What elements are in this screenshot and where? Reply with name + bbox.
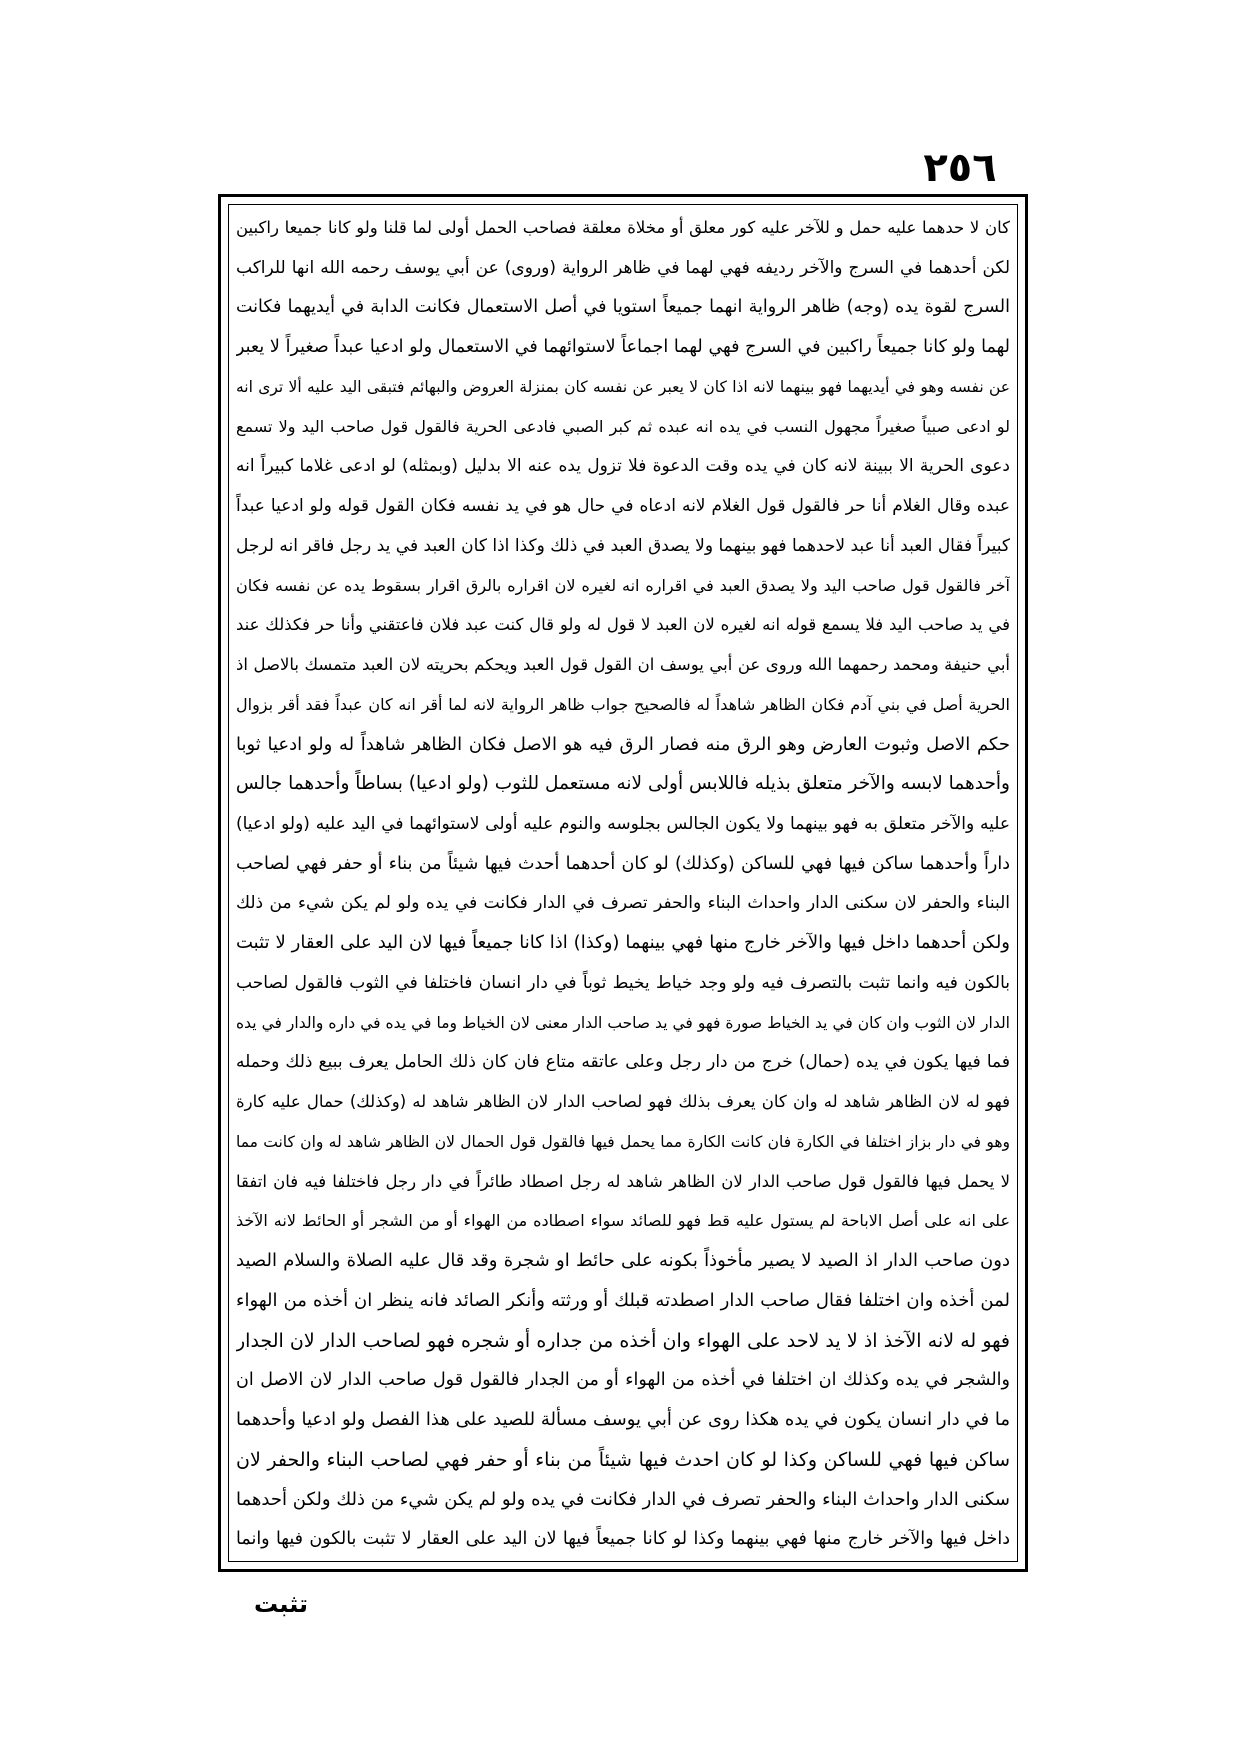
text-line: فهو له لان الظاهر شاهد له وان كان يعرف بذلك فهو لصاحب الدار لان الظاهر شاهد له (وكذلك) حمال عليه كارة xyxy=(236,1092,1010,1112)
text-line: في يد صاحب اليد فلا يسمع قوله انه لغيره لان العبد لا قول له ولو قال كنت عبد فلان فاعتقني وأنا حر فكذلك عند xyxy=(236,615,1010,635)
text-line: الدار لان الثوب وان كان في يد الخياط صورة فهو في يد صاحب الدار معنى لان الخياط وما في يده في داره والدار في يده xyxy=(236,1013,1010,1032)
text-line: الحرية أصل في بني آدم فكان الظاهر شاهداً له فالصحيح جواب ظاهر الرواية لانه لما أقر انه كان عبداً فقد أقر بزوال xyxy=(236,694,1010,714)
text-line: وأحدهما لابسه والآخر متعلق بذيله فاللابس أولى لانه مستعمل للثوب (ولو ادعيا) بساطاً وأحدهما جالس xyxy=(236,773,1010,795)
text-line: سكنى الدار واحداث البناء والحفر تصرف في الدار فكانت في يده ولو لم يكن شيء من ذلك ولكن أحدهما xyxy=(236,1488,1010,1510)
text-line: لو ادعى صبياً صغيراً مجهول النسب في يده انه عبده ثم كبر الصبي فادعى الحرية فالقول قول صاحب اليد ولا تسمع xyxy=(236,416,1010,436)
text-line: أبي حنيفة ومحمد رحمهما الله وروى عن أبي يوسف ان القول قول العبد ويحكم بحريته لان العبد متمسك بالاصل اذ xyxy=(236,655,1010,675)
text-line: دعوى الحرية الا ببينة لانه كان في يده وقت الدعوة فلا تزول يده عنه الا بدليل (وبمثله) لو ادعى غلاما كبيراً انه xyxy=(236,456,1010,477)
text-line: فهو له لانه الآخذ اذ لا يد لاحد على الهواء وان أخذه من جداره أو شجره فهو لصاحب الدار لان الجدار xyxy=(236,1329,1010,1352)
text-line: السرج لقوة يده (وجه) ظاهر الرواية انهما جميعاً استويا في أصل الاستعمال فكانت الدابة في أيديهما فكانت xyxy=(236,297,1010,318)
text-line: على انه على أصل الاباحة لم يستول عليه قط فهو للصائد سواء اصطاده من الهواء أو من الشجر أو الحائط لانه الآخذ xyxy=(236,1211,1010,1231)
text-line: عليه والآخر متعلق به فهو بينهما ولا يكون الجالس بجلوسه والنوم عليه أولى لاستوائهما في اليد عليه (ولو ادعيا) xyxy=(236,814,1010,835)
text-line: داخل فيها والآخر خارج منها فهي بينهما وكذا لو كانا جميعاً فيها لان اليد على العقار لا تثبت بالكون فيها وانما xyxy=(236,1529,1010,1550)
text-line: دون صاحب الدار اذ الصيد لا يصير مأخوذاً بكونه على حائط او شجرة وقد قال عليه الصلاة والسلام الصيد xyxy=(236,1250,1010,1272)
text-line: بالكون فيه وانما تثبت بالتصرف فيه ولو وجد خياط يخيط ثوباً في دار انسان فاختلفا في الثوب فالقول لصاحب xyxy=(236,972,1010,993)
text-line: آخر فالقول قول صاحب اليد ولا يصدق العبد في اقراره انه لغيره لان اقراره بالرق اقرار بسقوط يده عن نفسه فكان xyxy=(236,575,1010,595)
text-line: كان لا حدهما عليه حمل و للآخر عليه كور معلق أو مخلاة معلقة فصاحب الحمل أولى لما قلنا ولو كانا جميعا راكبين xyxy=(236,218,1010,237)
text-line: ما في دار انسان يكون في يده هكذا روى عن أبي يوسف مسألة للصيد على هذا الفصل ولو ادعيا وأحدهما xyxy=(236,1409,1010,1431)
text-line: البناء والحفر لان سكنى الدار واحداث البناء والحفر تصرف في الدار فكانت في يده ولو لم يكن شيء من ذلك xyxy=(236,893,1010,914)
text-line: لا يحمل فيها فالقول قول صاحب الدار لان الظاهر شاهد له رجل اصطاد طائراً في دار رجل فاختلفا فيه فان اتفقا xyxy=(236,1171,1010,1191)
text-line: عبده وقال الغلام أنا حر فالقول قول الغلام لانه ادعاه في حال هو في يد نفسه فكان القول قوله ولو ادعيا عبداً xyxy=(236,496,1010,517)
text-line: لهما ولو كانا جميعاً راكبين في السرج فهي لهما اجماعاً لاستوائهما في الاستعمال ولو ادعيا عبداً صغيراً لا يعبر xyxy=(236,337,1010,358)
text-line: كبيراً فقال العبد أنا عبد لاحدهما فهو بينهما ولا يصدق العبد في ذلك وكذا اذا كان العبد في يد رجل فاقر انه لرجل xyxy=(236,535,1010,556)
text-line: ولكن أحدهما داخل فيها والآخر خارج منها فهي بينهما (وكذا) اذا كانا جميعاً فيها لان اليد على العقار لا تثبت xyxy=(236,932,1010,954)
text-line: والشجر في يده وكذلك ان اختلفا في أخذه من الهواء أو من الجدار فالقول قول صاحب الدار لان الاصل ان xyxy=(236,1370,1010,1391)
catchword: تثبت xyxy=(253,1590,308,1618)
text-line: ساكن فيها فهي للساكن وكذا لو كان احدث فيها شيئاً من بناء أو حفر فهي لصاحب البناء والحفر لان xyxy=(236,1448,1010,1471)
text-line: لكن أحدهما في السرج والآخر رديفه فهي لهما في ظاهر الرواية (وروى) عن أبي يوسف رحمه الله انها للراكب xyxy=(236,257,1010,278)
text-line: حكم الاصل وثبوت العارض وهو الرق منه فصار الرق فيه هو الاصل فكان الظاهر شاهداً له ولو ادعيا ثوبا xyxy=(236,733,1010,755)
text-line: فما فيها يكون في يده (حمال) خرج من دار رجل وعلى عاتقه متاع فان كان ذلك الحامل يعرف ببيع ذلك وحمله xyxy=(236,1052,1010,1073)
text-line: لمن أخذه وان اختلفا فقال صاحب الدار اصطدته قبلك أو ورثته وأنكر الصائد فانه ينظر ان أخذه من الهواء xyxy=(236,1289,1010,1311)
text-line: عن نفسه وهو في أيديهما فهو بينهما لانه اذا كان لا يعبر عن نفسه كان بمنزلة العروض والبهائم فتبقى اليد عليه ألا ترى انه xyxy=(236,377,1010,396)
body-text xyxy=(236,210,1010,1558)
text-line: داراً وأحدهما ساكن فيها فهي للساكن (وكذلك) لو كان أحدهما أحدث فيها شيئاً من بناء أو حفر فهي لصاحب xyxy=(236,853,1010,874)
text-line: وهو في دار بزاز اختلفا في الكارة فان كانت الكارة مما يحمل فيها فالقول قول الحمال لان الظاهر شاهد له وان كانت مما xyxy=(236,1132,1010,1151)
page-number: ٢٥٦ xyxy=(923,145,997,191)
